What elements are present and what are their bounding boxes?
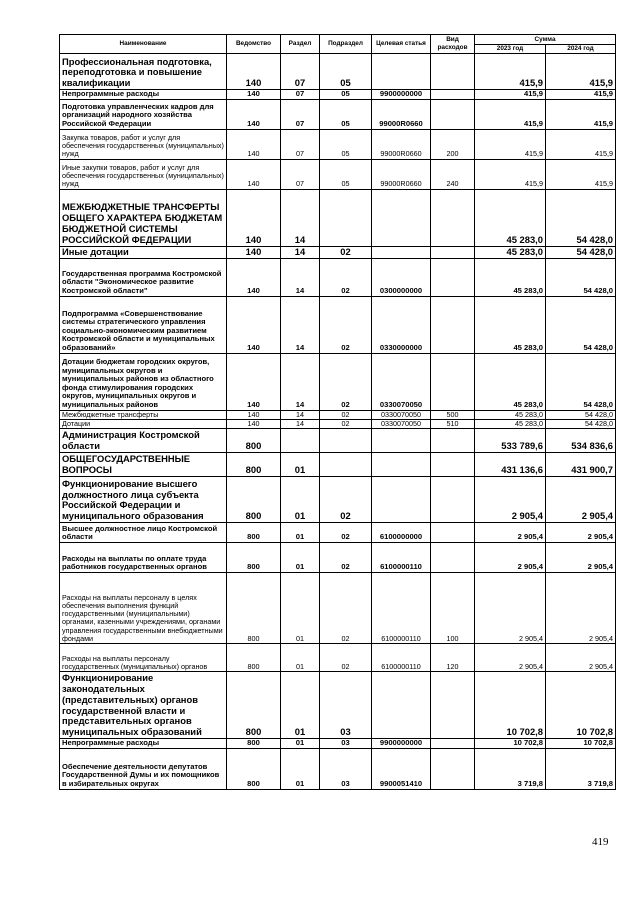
cell-sum-2024: 54 428,0 bbox=[546, 353, 616, 410]
cell-sum-2024: 54 428,0 bbox=[546, 410, 616, 419]
cell-sum-2023: 2 905,4 bbox=[475, 644, 546, 672]
cell-razdel: 07 bbox=[281, 159, 320, 189]
cell-name: Иные закупки товаров, работ и услуг для обеспечения государственных (муниципальных) нужд bbox=[60, 159, 227, 189]
cell-name: Межбюджетные трансферты bbox=[60, 410, 227, 419]
cell-name: Государственная программа Костромской области "Экономическое развитие Костромской области" bbox=[60, 258, 227, 296]
cell-sum-2023: 415,9 bbox=[475, 99, 546, 129]
table-row bbox=[60, 573, 616, 644]
cell-podrazdel: 05 bbox=[320, 99, 372, 129]
cell-podrazdel: 02 bbox=[320, 410, 372, 419]
column-header-vedomstvo: Ведомство bbox=[227, 35, 281, 54]
cell-vid-raskhodov bbox=[431, 748, 475, 789]
cell-sum-2023: 415,9 bbox=[475, 129, 546, 159]
cell-name: ОБЩЕГОСУДАРСТВЕННЫЕ ВОПРОСЫ bbox=[60, 453, 227, 477]
cell-vedomstvo: 800 bbox=[227, 573, 281, 644]
cell-podrazdel: 02 bbox=[320, 573, 372, 644]
cell-sum-2024: 2 905,4 bbox=[546, 477, 616, 523]
cell-razdel: 14 bbox=[281, 419, 320, 428]
cell-podrazdel: 02 bbox=[320, 246, 372, 258]
cell-podrazdel: 02 bbox=[320, 353, 372, 410]
cell-sum-2023: 45 283,0 bbox=[475, 410, 546, 419]
cell-razdel: 01 bbox=[281, 748, 320, 789]
cell-razdel: 07 bbox=[281, 129, 320, 159]
table-row bbox=[60, 453, 616, 477]
column-header-razdel: Раздел bbox=[281, 35, 320, 54]
cell-razdel: 01 bbox=[281, 573, 320, 644]
cell-tselevaya-statya bbox=[372, 672, 431, 739]
cell-name: Функционирование законодательных (представительных) органов государственной власти и представительных органов муниципальных образований bbox=[60, 672, 227, 739]
cell-tselevaya-statya: 6100000110 bbox=[372, 543, 431, 573]
cell-vedomstvo: 140 bbox=[227, 54, 281, 90]
cell-vedomstvo: 140 bbox=[227, 419, 281, 428]
cell-razdel: 14 bbox=[281, 258, 320, 296]
cell-tselevaya-statya bbox=[372, 189, 431, 246]
table-row bbox=[60, 523, 616, 543]
cell-tselevaya-statya bbox=[372, 429, 431, 453]
cell-vid-raskhodov: 510 bbox=[431, 419, 475, 428]
cell-sum-2024: 415,9 bbox=[546, 54, 616, 90]
table-row bbox=[60, 429, 616, 453]
cell-vid-raskhodov bbox=[431, 90, 475, 100]
table-header-row bbox=[60, 35, 616, 45]
cell-vedomstvo: 140 bbox=[227, 246, 281, 258]
cell-name: Расходы на выплаты персоналу в целях обеспечения выполнения функций государственными (муниципальными) органами, казенными учреждениями, органами управления государственными внебюджетными фондами bbox=[60, 573, 227, 644]
cell-sum-2024: 54 428,0 bbox=[546, 246, 616, 258]
column-header-podrazdel: Подраздел bbox=[320, 35, 372, 54]
table-row bbox=[60, 543, 616, 573]
cell-vedomstvo: 140 bbox=[227, 410, 281, 419]
cell-sum-2024: 54 428,0 bbox=[546, 258, 616, 296]
cell-sum-2024: 3 719,8 bbox=[546, 748, 616, 789]
cell-tselevaya-statya: 99000R0660 bbox=[372, 159, 431, 189]
cell-sum-2023: 415,9 bbox=[475, 90, 546, 100]
cell-tselevaya-statya: 0330070050 bbox=[372, 410, 431, 419]
cell-sum-2024: 54 428,0 bbox=[546, 189, 616, 246]
cell-vedomstvo: 800 bbox=[227, 748, 281, 789]
cell-vedomstvo: 140 bbox=[227, 258, 281, 296]
cell-name: Профессиональная подготовка, переподготовка и повышение квалификации bbox=[60, 54, 227, 90]
cell-name: Непрограммные расходы bbox=[60, 739, 227, 749]
cell-vedomstvo: 800 bbox=[227, 644, 281, 672]
cell-sum-2024: 415,9 bbox=[546, 99, 616, 129]
cell-sum-2023: 415,9 bbox=[475, 54, 546, 90]
cell-vid-raskhodov bbox=[431, 672, 475, 739]
cell-name: Подготовка управленческих кадров для организаций народного хозяйства Российской Федерации bbox=[60, 99, 227, 129]
cell-vid-raskhodov bbox=[431, 353, 475, 410]
cell-name: Функционирование высшего должностного лица субъекта Российской Федерации и муниципального образования bbox=[60, 477, 227, 523]
cell-vedomstvo: 140 bbox=[227, 129, 281, 159]
cell-podrazdel: 02 bbox=[320, 523, 372, 543]
page-number: 419 bbox=[592, 836, 609, 848]
cell-sum-2024: 10 702,8 bbox=[546, 672, 616, 739]
cell-name: Дотации bbox=[60, 419, 227, 428]
table-row bbox=[60, 54, 616, 90]
table-row bbox=[60, 477, 616, 523]
cell-vid-raskhodov bbox=[431, 189, 475, 246]
table-row bbox=[60, 672, 616, 739]
cell-vid-raskhodov bbox=[431, 453, 475, 477]
table-row bbox=[60, 419, 616, 428]
cell-sum-2024: 2 905,4 bbox=[546, 523, 616, 543]
cell-tselevaya-statya: 0330070050 bbox=[372, 419, 431, 428]
cell-name: Расходы на выплаты персоналу государственных (муниципальных) органов bbox=[60, 644, 227, 672]
cell-sum-2023: 2 905,4 bbox=[475, 543, 546, 573]
cell-sum-2023: 45 283,0 bbox=[475, 296, 546, 353]
cell-vid-raskhodov bbox=[431, 99, 475, 129]
table-row bbox=[60, 410, 616, 419]
budget-table bbox=[59, 34, 616, 790]
table-row bbox=[60, 246, 616, 258]
cell-vid-raskhodov: 200 bbox=[431, 129, 475, 159]
cell-razdel: 01 bbox=[281, 453, 320, 477]
cell-razdel: 14 bbox=[281, 189, 320, 246]
cell-razdel bbox=[281, 429, 320, 453]
cell-vedomstvo: 800 bbox=[227, 429, 281, 453]
cell-vedomstvo: 140 bbox=[227, 159, 281, 189]
cell-vid-raskhodov bbox=[431, 429, 475, 453]
cell-podrazdel: 02 bbox=[320, 296, 372, 353]
table-row bbox=[60, 748, 616, 789]
cell-tselevaya-statya: 0330000000 bbox=[372, 296, 431, 353]
cell-razdel: 14 bbox=[281, 410, 320, 419]
cell-podrazdel bbox=[320, 189, 372, 246]
cell-sum-2024: 10 702,8 bbox=[546, 739, 616, 749]
cell-sum-2023: 45 283,0 bbox=[475, 419, 546, 428]
cell-vid-raskhodov: 120 bbox=[431, 644, 475, 672]
cell-podrazdel: 03 bbox=[320, 739, 372, 749]
cell-vid-raskhodov bbox=[431, 543, 475, 573]
cell-name: Иные дотации bbox=[60, 246, 227, 258]
cell-vedomstvo: 140 bbox=[227, 99, 281, 129]
cell-podrazdel: 03 bbox=[320, 748, 372, 789]
cell-vid-raskhodov bbox=[431, 258, 475, 296]
cell-name: Высшее должностное лицо Костромской области bbox=[60, 523, 227, 543]
cell-sum-2023: 2 905,4 bbox=[475, 523, 546, 543]
table-row bbox=[60, 296, 616, 353]
table-row bbox=[60, 644, 616, 672]
cell-sum-2024: 54 428,0 bbox=[546, 296, 616, 353]
cell-sum-2024: 415,9 bbox=[546, 90, 616, 100]
cell-sum-2024: 415,9 bbox=[546, 159, 616, 189]
cell-tselevaya-statya: 9900000000 bbox=[372, 739, 431, 749]
cell-vid-raskhodov bbox=[431, 296, 475, 353]
cell-name: Закупка товаров, работ и услуг для обеспечения государственных (муниципальных) нужд bbox=[60, 129, 227, 159]
table-row bbox=[60, 258, 616, 296]
cell-vid-raskhodov bbox=[431, 739, 475, 749]
cell-podrazdel: 02 bbox=[320, 477, 372, 523]
column-header-2023: 2023 год bbox=[475, 45, 546, 54]
cell-vid-raskhodov: 500 bbox=[431, 410, 475, 419]
cell-name: Администрация Костромской области bbox=[60, 429, 227, 453]
cell-podrazdel: 05 bbox=[320, 159, 372, 189]
cell-vedomstvo: 800 bbox=[227, 739, 281, 749]
cell-razdel: 14 bbox=[281, 353, 320, 410]
cell-podrazdel bbox=[320, 429, 372, 453]
cell-vedomstvo: 800 bbox=[227, 672, 281, 739]
cell-tselevaya-statya: 0330070050 bbox=[372, 353, 431, 410]
cell-sum-2024: 2 905,4 bbox=[546, 573, 616, 644]
cell-vedomstvo: 800 bbox=[227, 453, 281, 477]
column-header-summa: Сумма bbox=[475, 35, 616, 45]
cell-podrazdel: 05 bbox=[320, 54, 372, 90]
cell-razdel: 01 bbox=[281, 543, 320, 573]
cell-vid-raskhodov bbox=[431, 54, 475, 90]
cell-razdel: 01 bbox=[281, 477, 320, 523]
cell-sum-2024: 415,9 bbox=[546, 129, 616, 159]
cell-tselevaya-statya: 6100000000 bbox=[372, 523, 431, 543]
cell-name: Подпрограмма «Совершенствование системы стратегического управления социально-экономическим развитием Костромской области и муниципальных образований» bbox=[60, 296, 227, 353]
cell-tselevaya-statya: 99000R0660 bbox=[372, 129, 431, 159]
cell-vedomstvo: 140 bbox=[227, 353, 281, 410]
cell-podrazdel: 02 bbox=[320, 543, 372, 573]
cell-sum-2023: 45 283,0 bbox=[475, 353, 546, 410]
cell-vedomstvo: 800 bbox=[227, 477, 281, 523]
cell-tselevaya-statya: 0300000000 bbox=[372, 258, 431, 296]
cell-tselevaya-statya bbox=[372, 246, 431, 258]
cell-podrazdel: 05 bbox=[320, 129, 372, 159]
cell-vid-raskhodov bbox=[431, 523, 475, 543]
table-row bbox=[60, 129, 616, 159]
cell-razdel: 14 bbox=[281, 296, 320, 353]
cell-sum-2023: 45 283,0 bbox=[475, 189, 546, 246]
cell-vid-raskhodov: 100 bbox=[431, 573, 475, 644]
cell-sum-2023: 45 283,0 bbox=[475, 246, 546, 258]
column-header-name: Наименование bbox=[60, 35, 227, 54]
cell-razdel: 01 bbox=[281, 523, 320, 543]
cell-podrazdel: 02 bbox=[320, 258, 372, 296]
cell-sum-2023: 10 702,8 bbox=[475, 739, 546, 749]
cell-name: Расходы на выплаты по оплате труда работников государственных органов bbox=[60, 543, 227, 573]
column-header-2024: 2024 год bbox=[546, 45, 616, 54]
cell-tselevaya-statya: 9900051410 bbox=[372, 748, 431, 789]
cell-tselevaya-statya: 9900000000 bbox=[372, 90, 431, 100]
cell-podrazdel: 05 bbox=[320, 90, 372, 100]
cell-sum-2023: 3 719,8 bbox=[475, 748, 546, 789]
cell-razdel: 01 bbox=[281, 644, 320, 672]
cell-tselevaya-statya bbox=[372, 453, 431, 477]
cell-name: Дотации бюджетам городских округов, муниципальных округов и муниципальных районов из областного фонда стимулирования городских округов, муниципальных округов и муниципальных районов bbox=[60, 353, 227, 410]
cell-sum-2024: 431 900,7 bbox=[546, 453, 616, 477]
cell-sum-2024: 54 428,0 bbox=[546, 419, 616, 428]
cell-sum-2023: 45 283,0 bbox=[475, 258, 546, 296]
cell-name: МЕЖБЮДЖЕТНЫЕ ТРАНСФЕРТЫ ОБЩЕГО ХАРАКТЕРА БЮДЖЕТАМ БЮДЖЕТНОЙ СИСТЕМЫ РОССИЙСКОЙ ФЕДЕРАЦИИ bbox=[60, 189, 227, 246]
cell-sum-2024: 534 836,6 bbox=[546, 429, 616, 453]
cell-name: Обеспечение деятельности депутатов Государственной Думы и их помощников в избирательных округах bbox=[60, 748, 227, 789]
table-row bbox=[60, 90, 616, 100]
cell-sum-2023: 415,9 bbox=[475, 159, 546, 189]
cell-razdel: 07 bbox=[281, 54, 320, 90]
cell-podrazdel: 03 bbox=[320, 672, 372, 739]
cell-vedomstvo: 800 bbox=[227, 523, 281, 543]
cell-sum-2024: 2 905,4 bbox=[546, 543, 616, 573]
cell-name: Непрограммные расходы bbox=[60, 90, 227, 100]
cell-razdel: 07 bbox=[281, 99, 320, 129]
table-row bbox=[60, 353, 616, 410]
cell-sum-2023: 2 905,4 bbox=[475, 573, 546, 644]
cell-tselevaya-statya: 6100000110 bbox=[372, 644, 431, 672]
cell-tselevaya-statya bbox=[372, 477, 431, 523]
cell-vedomstvo: 800 bbox=[227, 543, 281, 573]
cell-razdel: 01 bbox=[281, 672, 320, 739]
cell-sum-2023: 10 702,8 bbox=[475, 672, 546, 739]
table-row bbox=[60, 159, 616, 189]
cell-sum-2023: 533 789,6 bbox=[475, 429, 546, 453]
cell-tselevaya-statya: 6100000110 bbox=[372, 573, 431, 644]
cell-tselevaya-statya: 99000R0660 bbox=[372, 99, 431, 129]
cell-vid-raskhodov bbox=[431, 246, 475, 258]
cell-podrazdel: 02 bbox=[320, 644, 372, 672]
cell-sum-2023: 431 136,6 bbox=[475, 453, 546, 477]
cell-vedomstvo: 140 bbox=[227, 296, 281, 353]
cell-tselevaya-statya bbox=[372, 54, 431, 90]
cell-vid-raskhodov bbox=[431, 477, 475, 523]
column-header-vid-raskhodov: Вид расходов bbox=[431, 35, 475, 54]
table-row bbox=[60, 739, 616, 749]
cell-podrazdel bbox=[320, 453, 372, 477]
table-body bbox=[60, 54, 616, 790]
cell-sum-2023: 2 905,4 bbox=[475, 477, 546, 523]
cell-sum-2024: 2 905,4 bbox=[546, 644, 616, 672]
cell-vedomstvo: 140 bbox=[227, 90, 281, 100]
cell-podrazdel: 02 bbox=[320, 419, 372, 428]
table-row bbox=[60, 189, 616, 246]
cell-razdel: 07 bbox=[281, 90, 320, 100]
column-header-tselevaya-statya: Целевая статья bbox=[372, 35, 431, 54]
cell-razdel: 14 bbox=[281, 246, 320, 258]
cell-vedomstvo: 140 bbox=[227, 189, 281, 246]
table-row bbox=[60, 99, 616, 129]
cell-razdel: 01 bbox=[281, 739, 320, 749]
cell-vid-raskhodov: 240 bbox=[431, 159, 475, 189]
